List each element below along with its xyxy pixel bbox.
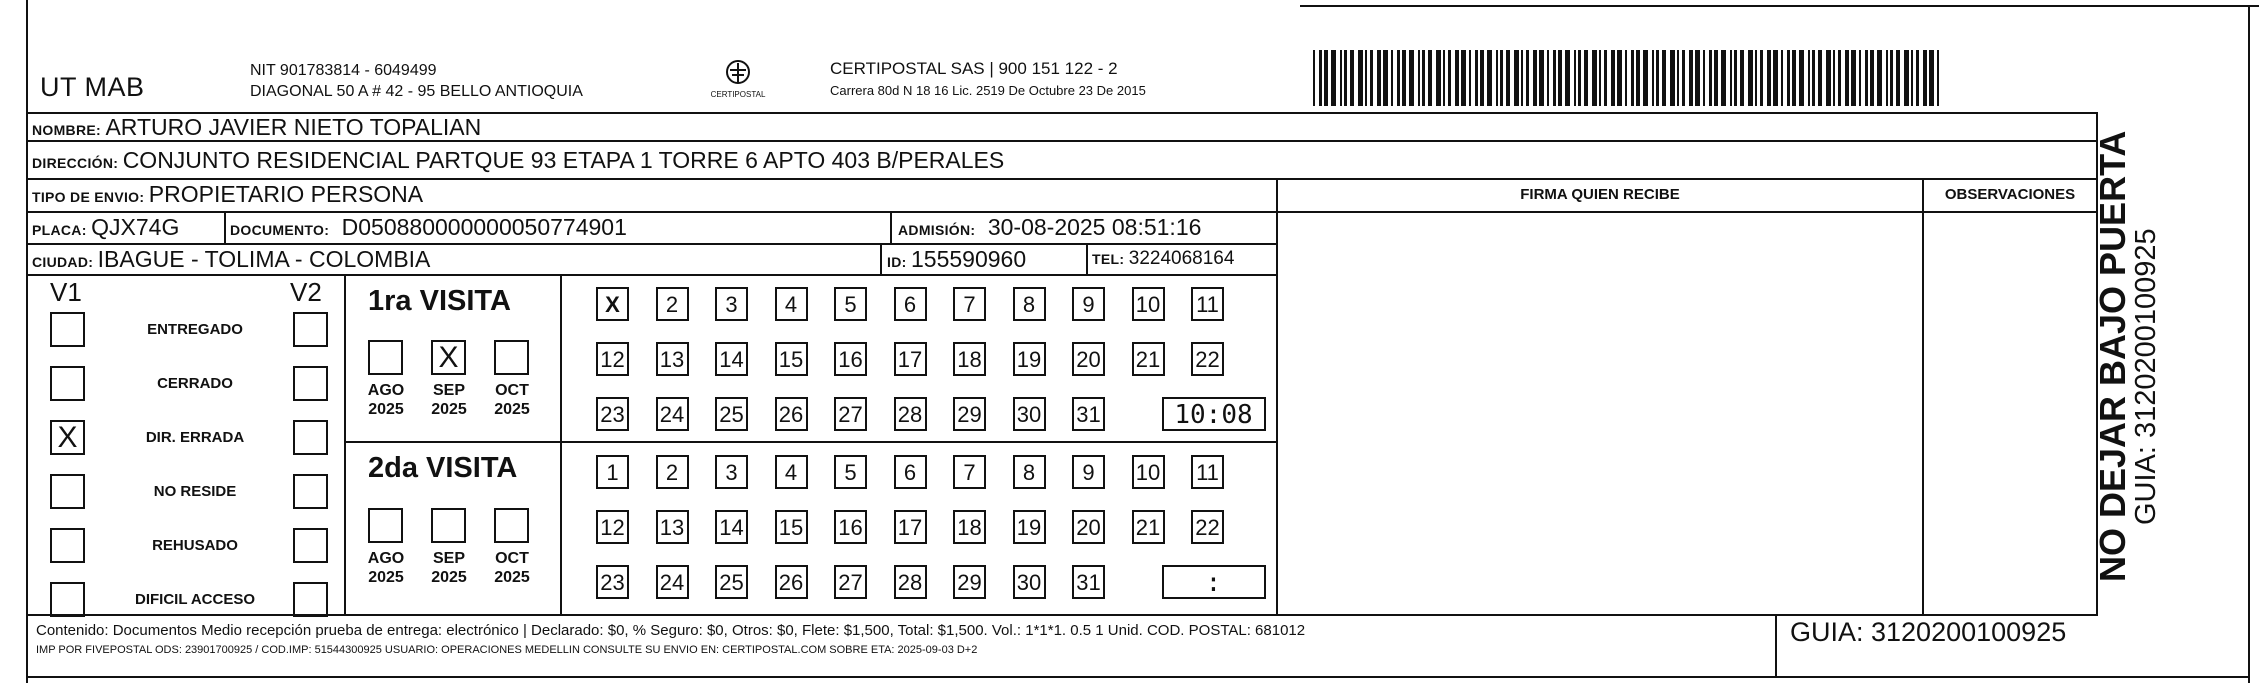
barcode-bar — [1656, 50, 1659, 106]
barcode-bar — [1418, 50, 1420, 106]
col-line-obs-left — [1922, 178, 1924, 615]
barcode-bar — [1662, 50, 1666, 106]
col-line-visit-div — [560, 274, 562, 615]
visit2-day-box[interactable]: 30 — [1013, 565, 1046, 599]
barcode-bar — [1636, 50, 1640, 106]
visit1-day-box[interactable]: 12 — [596, 342, 629, 376]
visit1-day-box[interactable]: 10 — [1132, 287, 1165, 321]
barcode-bar — [1792, 50, 1796, 106]
v2-checkbox[interactable] — [293, 582, 328, 617]
barcode-bar — [1344, 50, 1347, 106]
barcode-bar — [1383, 50, 1388, 106]
visit1-day-box[interactable]: 15 — [775, 342, 808, 376]
v1-checkbox[interactable] — [50, 312, 85, 347]
visit1-day-box[interactable]: 2 — [656, 287, 689, 321]
status-label: ENTREGADO — [147, 321, 243, 338]
direccion-label: DIRECCIÓN: — [32, 155, 119, 171]
visit1-day-box[interactable]: 27 — [834, 397, 867, 431]
barcode-bar — [1865, 50, 1868, 106]
barcode-bar — [1443, 50, 1445, 106]
visit1-month-label: AGO 2025 — [367, 382, 405, 418]
visit1-day-box[interactable]: 5 — [834, 287, 867, 321]
visit2-day-box[interactable]: 16 — [834, 510, 867, 544]
direccion-value: CONJUNTO RESIDENCIAL PARTQUE 93 ETAPA 1 TORRE 6 APTO 403 B/PERALES — [122, 147, 1005, 173]
barcode-bar — [1703, 50, 1705, 106]
visit2-month-label: AGO 2025 — [367, 550, 405, 586]
v1-checkbox[interactable] — [50, 474, 85, 509]
barcode-bar — [1324, 50, 1328, 106]
barcode-bar — [1436, 50, 1441, 106]
visit2-day-box[interactable]: 31 — [1072, 565, 1105, 599]
frame-left-line — [26, 0, 28, 683]
barcode-bar — [1340, 50, 1342, 106]
barcode-bar — [1929, 50, 1934, 106]
visit1-day-box[interactable]: 20 — [1072, 342, 1105, 376]
barcode-bar — [1521, 50, 1523, 106]
visit2-day-box[interactable]: 10 — [1132, 455, 1165, 489]
barcode-bar — [1714, 50, 1718, 106]
row-line-footer — [26, 614, 2098, 616]
col-line-id-div — [880, 243, 882, 274]
visit2-day-box[interactable]: 28 — [894, 565, 927, 599]
visit1-day-box[interactable]: 18 — [953, 342, 986, 376]
barcode-bar — [1506, 50, 1510, 106]
barcode-bar — [1461, 50, 1466, 106]
admision-label: ADMISIÓN: — [898, 222, 976, 238]
row-line-2 — [26, 178, 2098, 180]
v1-header: V1 — [50, 277, 82, 307]
admision-row — [898, 214, 1201, 241]
visit1-day-box[interactable]: 29 — [953, 397, 986, 431]
visit1-day-box[interactable]: 6 — [894, 287, 927, 321]
barcode-bar — [1487, 50, 1492, 106]
barcode-bar — [1734, 50, 1737, 106]
visit2-day-box[interactable]: 24 — [656, 565, 689, 599]
header-cert — [830, 58, 1146, 102]
tipo-value: PROPIETARIO PERSONA — [148, 181, 424, 207]
barcode-bar — [1631, 50, 1634, 106]
visit2-day-box[interactable]: 15 — [775, 510, 808, 544]
visit2-month-label: SEP 2025 — [431, 550, 467, 586]
visit1-day-box[interactable]: 14 — [715, 342, 748, 376]
barcode-bar — [1578, 50, 1581, 106]
barcode-bar — [1773, 50, 1778, 106]
barcode-bar — [1886, 50, 1888, 106]
barcode-bar — [1553, 50, 1556, 106]
v2-checkbox[interactable] — [293, 420, 328, 455]
firma-header: FIRMA QUIEN RECIBE — [1520, 186, 1680, 203]
barcode-bar — [1682, 50, 1685, 106]
barcode-bar — [1313, 50, 1315, 106]
tipo-row — [32, 181, 423, 208]
barcode-bar — [1818, 50, 1822, 106]
visit1-day-box[interactable]: 31 — [1072, 397, 1105, 431]
visit2-day-box[interactable]: 25 — [715, 565, 748, 599]
ciudad-row — [32, 246, 430, 273]
v1-checkbox[interactable]: X — [50, 420, 85, 455]
col-line-firma-left — [1276, 178, 1278, 615]
barcode-bar — [1604, 50, 1607, 106]
id-row — [887, 246, 1026, 273]
logo-icon — [710, 58, 766, 88]
barcode-bar — [1890, 50, 1893, 106]
visit1-day-box[interactable]: 9 — [1072, 287, 1105, 321]
barcode-bar — [1826, 50, 1831, 106]
visit2-day-box[interactable]: 13 — [656, 510, 689, 544]
barcode-bar — [1455, 50, 1459, 106]
visit1-day-box[interactable]: 28 — [894, 397, 927, 431]
ciudad-label: CIUDAD: — [32, 254, 94, 270]
status-label: REHUSADO — [152, 537, 238, 554]
frame-top-line — [1300, 5, 2259, 7]
visit2-month-checkbox[interactable] — [494, 508, 529, 543]
admision-value: 30-08-2025 08:51:16 — [987, 214, 1202, 240]
visit2-day-box[interactable]: 27 — [834, 565, 867, 599]
barcode-bar — [1760, 50, 1763, 106]
visit1-day-box[interactable]: 22 — [1191, 342, 1224, 376]
barcode-bar — [1422, 50, 1425, 106]
barcode-bar — [1677, 50, 1679, 106]
visit1-month-checkbox[interactable]: X — [431, 340, 466, 375]
address-line: DIAGONAL 50 A # 42 - 95 BELLO ANTIOQUIA — [250, 83, 583, 100]
visit2-title: 2da VISITA — [368, 452, 518, 484]
barcode-bar — [1599, 50, 1601, 106]
visit2-day-box[interactable]: 23 — [596, 565, 629, 599]
visit2-day-box[interactable]: 22 — [1191, 510, 1224, 544]
barcode-bar — [1838, 50, 1841, 106]
barcode-bar — [1480, 50, 1484, 106]
visit2-day-box[interactable]: 1 — [596, 455, 629, 489]
barcode-bar — [1812, 50, 1815, 106]
v2-header: V2 — [290, 277, 322, 307]
visit2-day-box[interactable]: 17 — [894, 510, 927, 544]
barcode-bar — [1689, 50, 1693, 106]
visit2-day-box[interactable]: 21 — [1132, 510, 1165, 544]
barcode-bar — [1851, 50, 1856, 106]
footer-guia-div — [1775, 614, 1777, 677]
barcode-bar — [1409, 50, 1414, 106]
observaciones-header: OBSERVACIONES — [1944, 186, 2076, 203]
barcode-bar — [1496, 50, 1498, 106]
visit1-title: 1ra VISITA — [368, 285, 511, 317]
barcode-bar — [1808, 50, 1810, 106]
direccion-row — [32, 147, 1004, 174]
barcode-bar — [1611, 50, 1615, 106]
barcode-bar — [1377, 50, 1381, 106]
cert-line2: Carrera 80d N 18 16 Lic. 2519 De Octubre 23 De 2015 — [830, 83, 1146, 98]
nombre-label: NOMBRE: — [32, 122, 101, 138]
nombre-value: ARTURO JAVIER NIETO TOPALIAN — [105, 114, 482, 140]
id-value: 155590960 — [911, 246, 1027, 272]
barcode-bar — [1755, 50, 1757, 106]
visit1-day-box[interactable]: 8 — [1013, 287, 1046, 321]
barcode-bar — [1365, 50, 1367, 106]
nit-line: NIT 901783814 - 6049499 — [250, 62, 437, 79]
footer-guia: GUIA: 3120200100925 — [1790, 617, 2067, 647]
barcode-bar — [1584, 50, 1588, 106]
visit1-day-box[interactable]: 23 — [596, 397, 629, 431]
barcode-bar — [1526, 50, 1529, 106]
barcode-bar — [1896, 50, 1900, 106]
tel-value: 3224068164 — [1128, 248, 1235, 269]
header-title: UT MAB — [40, 72, 145, 102]
barcode-bar — [1370, 50, 1373, 106]
visit1-day-box[interactable]: 30 — [1013, 397, 1046, 431]
barcode-bar — [1904, 50, 1909, 106]
visit1-month-label: SEP 2025 — [431, 382, 467, 418]
visit2-day-box[interactable]: 18 — [953, 510, 986, 544]
barcode-bar — [1740, 50, 1744, 106]
barcode-bar — [1859, 50, 1861, 106]
v2-checkbox[interactable] — [293, 366, 328, 401]
visit1-day-box[interactable]: 26 — [775, 397, 808, 431]
visit1-day-box[interactable]: 3 — [715, 287, 748, 321]
barcode-bar — [1937, 50, 1939, 106]
status-label: DIFICIL ACCESO — [134, 591, 255, 608]
barcode-bar — [1916, 50, 1919, 106]
tel-label: TEL: — [1092, 251, 1125, 267]
barcode-bar — [1709, 50, 1712, 106]
barcode-bar — [1911, 50, 1913, 106]
visit2-day-box[interactable]: 8 — [1013, 455, 1046, 489]
barcode-bar — [1748, 50, 1753, 106]
barcode-bar — [1592, 50, 1597, 106]
v2-checkbox[interactable] — [293, 312, 328, 347]
visit2-month-checkbox[interactable] — [368, 508, 403, 543]
visit2-day-box[interactable]: 2 — [656, 455, 689, 489]
visit1-day-box[interactable]: 17 — [894, 342, 927, 376]
status-label: CERRADO — [157, 375, 233, 392]
barcode-bar — [1428, 50, 1432, 106]
visit2-day-box[interactable]: 9 — [1072, 455, 1105, 489]
visit2-day-box[interactable]: 11 — [1191, 455, 1224, 489]
barcode-bar — [1781, 50, 1783, 106]
visit2-day-box[interactable]: 20 — [1072, 510, 1105, 544]
visit2-day-box[interactable]: 14 — [715, 510, 748, 544]
visit2-day-box[interactable]: 5 — [834, 455, 867, 489]
barcode-bar — [1533, 50, 1537, 106]
col-line-admision-div — [890, 211, 892, 243]
barcode-bar — [1319, 50, 1322, 106]
side-guia: GUIA: 3120200100925 — [2130, 228, 2162, 525]
visit1-day-box[interactable]: 21 — [1132, 342, 1165, 376]
visit1-month-checkbox[interactable] — [494, 340, 529, 375]
v1-checkbox[interactable] — [50, 366, 85, 401]
barcode-bar — [1877, 50, 1882, 106]
barcode-bar — [1670, 50, 1675, 106]
barcode-bar — [1923, 50, 1927, 106]
visit2-day-box[interactable]: 12 — [596, 510, 629, 544]
footer-contenido: Contenido: Documentos Medio recepción prueba de entrega: electrónico | Declarado: $0, % Seguro: $0, Otros: $0, Flete: $1,500, Total: $1,500. Vol.: 1*1*1. 0.5 1 Unid. COD. POSTAL: 681012 — [36, 622, 1306, 639]
barcode-bar — [1391, 50, 1393, 106]
barcode — [1313, 50, 1943, 106]
barcode-bar — [1721, 50, 1726, 106]
placa-row — [32, 214, 179, 241]
visit1-day-box[interactable]: X — [596, 287, 629, 321]
visit1-day-box[interactable]: 11 — [1191, 287, 1224, 321]
visit2-day-box[interactable]: 6 — [894, 455, 927, 489]
barcode-bar — [1787, 50, 1790, 106]
barcode-bar — [1475, 50, 1478, 106]
visit1-day-box[interactable]: 24 — [656, 397, 689, 431]
visit1-month-checkbox[interactable] — [368, 340, 403, 375]
barcode-bar — [1574, 50, 1576, 106]
visit2-day-box[interactable]: 26 — [775, 565, 808, 599]
placa-value: QJX74G — [91, 214, 180, 240]
col-line-placa-div — [224, 211, 226, 243]
tel-row — [1092, 248, 1234, 270]
visit1-day-box[interactable]: 4 — [775, 287, 808, 321]
barcode-bar — [1565, 50, 1570, 106]
barcode-bar — [1358, 50, 1363, 106]
barcode-bar — [1547, 50, 1549, 106]
cert-line1: CERTIPOSTAL SAS | 900 151 122 - 2 — [830, 59, 1118, 78]
frame-right-line — [2248, 5, 2250, 683]
visit2-day-box[interactable]: 4 — [775, 455, 808, 489]
visit2-day-box[interactable]: 19 — [1013, 510, 1046, 544]
v2-checkbox[interactable] — [293, 474, 328, 509]
visit1-day-box[interactable]: 25 — [715, 397, 748, 431]
barcode-bar — [1558, 50, 1562, 106]
logo-text: CERTIPOSTAL — [710, 90, 766, 99]
documento-row — [230, 214, 627, 241]
barcode-bar — [1652, 50, 1654, 106]
barcode-bar — [1625, 50, 1627, 106]
visit-split-line — [344, 441, 1276, 443]
col-line-col-head-bottom — [1276, 211, 2098, 213]
placa-label: PLACA: — [32, 222, 87, 238]
visit2-day-box[interactable]: 29 — [953, 565, 986, 599]
visit2-month-checkbox[interactable] — [431, 508, 466, 543]
visit1-day-box[interactable]: 7 — [953, 287, 986, 321]
barcode-bar — [1845, 50, 1849, 106]
barcode-bar — [1870, 50, 1874, 106]
col-line-tel-div — [1086, 243, 1088, 274]
side-warning: NO DEJAR BAJO PUERTA — [2092, 130, 2133, 582]
visit2-day-box[interactable]: 7 — [953, 455, 986, 489]
v2-checkbox[interactable] — [293, 528, 328, 563]
visit2-time-box[interactable]: : — [1162, 565, 1266, 599]
visit2-month-label: OCT 2025 — [494, 550, 530, 586]
documento-value: D050880000000050774901 — [341, 214, 627, 240]
visit1-day-box[interactable]: 13 — [656, 342, 689, 376]
barcode-bar — [1397, 50, 1400, 106]
barcode-bar — [1402, 50, 1406, 106]
id-label: ID: — [887, 254, 907, 270]
visit2-day-box[interactable]: 3 — [715, 455, 748, 489]
col-line-status-div — [344, 274, 346, 615]
status-label: NO RESIDE — [153, 483, 237, 500]
frame-bottom-line — [26, 676, 2250, 678]
documento-label: DOCUMENTO: — [230, 222, 330, 238]
barcode-bar — [1500, 50, 1503, 106]
certipostal-logo — [710, 58, 766, 102]
v1-checkbox[interactable] — [50, 528, 85, 563]
barcode-bar — [1514, 50, 1519, 106]
barcode-bar — [1469, 50, 1471, 106]
visit1-time-box[interactable]: 10:08 — [1162, 397, 1266, 431]
visit1-month-label: OCT 2025 — [494, 382, 530, 418]
barcode-bar — [1730, 50, 1732, 106]
barcode-bar — [1350, 50, 1354, 106]
barcode-bar — [1617, 50, 1622, 106]
visit1-day-box[interactable]: 16 — [834, 342, 867, 376]
barcode-bar — [1539, 50, 1544, 106]
status-label: DIR. ERRADA — [145, 429, 245, 446]
header-nit — [250, 60, 583, 102]
ciudad-value: IBAGUE - TOLIMA - COLOMBIA — [97, 246, 431, 272]
barcode-bar — [1331, 50, 1336, 106]
tipo-label: TIPO DE ENVIO: — [32, 189, 145, 205]
nombre-row — [32, 114, 481, 141]
row-line-4 — [26, 243, 1276, 245]
visit1-day-box[interactable]: 19 — [1013, 342, 1046, 376]
barcode-bar — [1833, 50, 1835, 106]
barcode-bar — [1643, 50, 1648, 106]
barcode-bar — [1448, 50, 1451, 106]
footer-imp: IMP POR FIVEPOSTAL ODS: 23901700925 / COD.IMP: 51544300925 USUARIO: OPERACIONES MEDELLIN CONSULTE SU ENVIO EN: CERTIPOSTAL.COM SOBRE ETA: 2025-09-03 D+2 — [36, 644, 978, 656]
barcode-bar — [1799, 50, 1804, 106]
barcode-bar — [1767, 50, 1771, 106]
barcode-bar — [1695, 50, 1700, 106]
row-line-5 — [26, 274, 1276, 276]
v1-checkbox[interactable] — [50, 582, 85, 617]
